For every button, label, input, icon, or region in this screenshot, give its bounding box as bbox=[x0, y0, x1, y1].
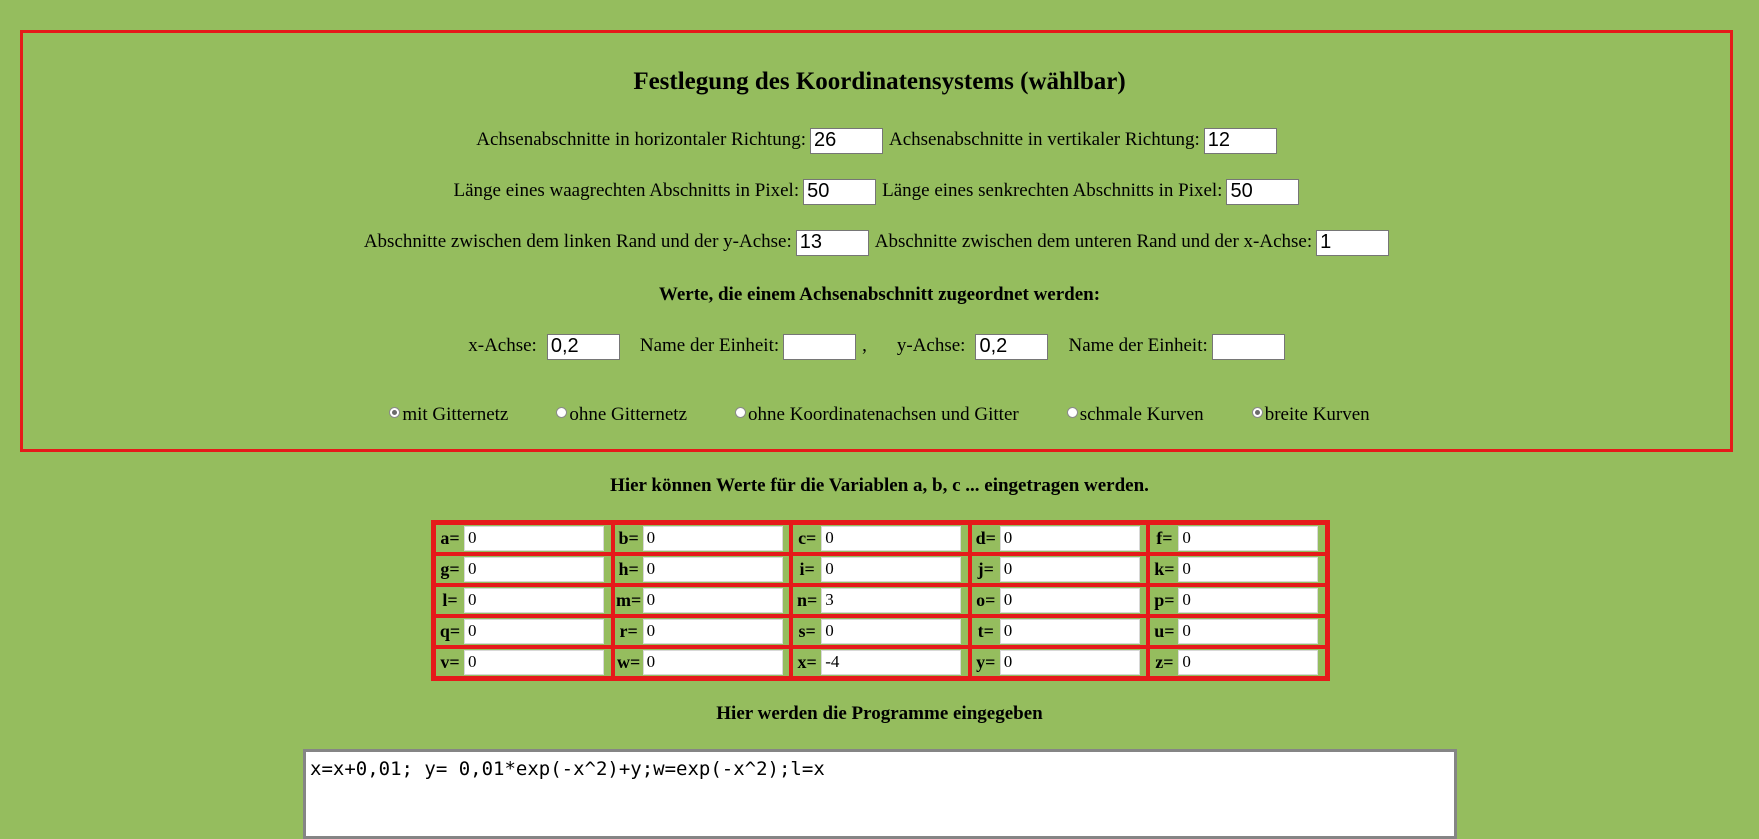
program-textarea[interactable]: x=x+0,01; y= 0,01*exp(-x^2)+y;w=exp(-x^2);l=x bbox=[303, 749, 1457, 839]
y-axis-label: y-Achse: bbox=[896, 335, 966, 356]
option-narrow-curves[interactable] bbox=[1067, 404, 1204, 426]
axis-sections-row bbox=[0, 126, 1759, 154]
variable-label: c= bbox=[798, 528, 817, 548]
variable-cell bbox=[1148, 523, 1327, 554]
variable-cell bbox=[970, 616, 1149, 647]
variable-input[interactable]: 0 bbox=[464, 557, 604, 582]
radio-wide-curves[interactable] bbox=[1252, 407, 1263, 418]
variable-label: z= bbox=[1155, 652, 1174, 672]
horizontal-sections-input[interactable] bbox=[810, 128, 883, 154]
option-narrow-curves-label: schmale Kurven bbox=[1079, 404, 1204, 425]
variable-input[interactable]: 0 bbox=[1178, 588, 1318, 613]
x-unit-input[interactable] bbox=[783, 334, 856, 360]
variable-cell bbox=[791, 647, 970, 678]
option-with-grid-label: mit Gitternetz bbox=[402, 404, 509, 425]
option-wide-curves[interactable] bbox=[1252, 404, 1370, 426]
variable-label: u= bbox=[1154, 621, 1175, 641]
variables-heading: Hier können Werte für die Variablen a, b, c ... eingetragen werden. bbox=[610, 475, 1149, 496]
variable-cell bbox=[970, 554, 1149, 585]
variable-input[interactable]: 0 bbox=[1000, 650, 1140, 675]
variable-cell bbox=[791, 616, 970, 647]
vertical-sections-input[interactable] bbox=[1204, 128, 1277, 154]
variable-input[interactable]: 0 bbox=[821, 526, 961, 551]
variable-label: o= bbox=[976, 590, 996, 610]
variables-row bbox=[434, 554, 1327, 585]
variable-label: i= bbox=[799, 559, 815, 579]
variable-input[interactable]: 0 bbox=[1178, 526, 1318, 551]
vertical-length-input[interactable] bbox=[1226, 179, 1299, 205]
variable-label: f= bbox=[1156, 528, 1173, 548]
variable-label: k= bbox=[1154, 559, 1175, 579]
variable-label: w= bbox=[616, 652, 641, 672]
variable-input[interactable]: 0 bbox=[464, 650, 604, 675]
variable-cell bbox=[970, 647, 1149, 678]
variable-input[interactable]: 0 bbox=[464, 526, 604, 551]
vertical-sections-label: Achsenabschnitte in vertikaler Richtung: bbox=[889, 129, 1200, 150]
coordinate-settings-title: Festlegung des Koordinatensystems (wählbar) bbox=[633, 68, 1126, 95]
variable-cell bbox=[434, 616, 613, 647]
variable-label: q= bbox=[439, 621, 461, 641]
variable-cell bbox=[970, 523, 1149, 554]
variable-input[interactable]: 0 bbox=[464, 619, 604, 644]
section-length-row bbox=[0, 177, 1759, 205]
variable-input[interactable]: 0 bbox=[464, 588, 604, 613]
variable-input[interactable]: 0 bbox=[1178, 650, 1318, 675]
radio-narrow-curves[interactable] bbox=[1067, 407, 1078, 418]
variable-label: b= bbox=[618, 528, 639, 548]
variable-label: m= bbox=[615, 590, 642, 610]
variable-label: r= bbox=[619, 621, 638, 641]
option-without-grid-label: ohne Gitternetz bbox=[569, 404, 688, 425]
radio-without-grid[interactable] bbox=[556, 407, 567, 418]
variable-cell bbox=[1148, 647, 1327, 678]
variable-label: g= bbox=[440, 559, 460, 579]
horizontal-length-label: Länge eines waagrechten Abschnitts in Pixel: bbox=[453, 180, 800, 201]
y-axis-value-input[interactable] bbox=[975, 334, 1048, 360]
variable-cell bbox=[791, 585, 970, 616]
y-unit-input[interactable] bbox=[1212, 334, 1285, 360]
radio-with-grid[interactable] bbox=[389, 407, 400, 418]
variables-table bbox=[431, 520, 1330, 681]
left-offset-input[interactable] bbox=[796, 230, 869, 256]
variable-label: n= bbox=[797, 590, 818, 610]
x-axis-label: x-Achse: bbox=[468, 335, 537, 356]
axis-values-row bbox=[0, 332, 1759, 360]
variables-row bbox=[434, 616, 1327, 647]
variable-input[interactable]: 0 bbox=[1000, 619, 1140, 644]
variable-cell bbox=[613, 647, 792, 678]
variable-input[interactable]: 0 bbox=[643, 619, 783, 644]
unit-separator: , bbox=[862, 335, 867, 356]
variable-input[interactable]: 0 bbox=[1178, 557, 1318, 582]
variable-cell bbox=[791, 554, 970, 585]
variable-cell bbox=[434, 554, 613, 585]
option-without-grid[interactable] bbox=[556, 404, 687, 426]
variable-label: t= bbox=[977, 621, 994, 641]
variable-cell bbox=[1148, 585, 1327, 616]
option-without-axes[interactable] bbox=[735, 404, 1019, 426]
display-options-row bbox=[0, 404, 1759, 426]
program-heading: Hier werden die Programme eingegeben bbox=[716, 703, 1043, 724]
variable-label: y= bbox=[976, 652, 996, 672]
variable-label: l= bbox=[442, 590, 458, 610]
variable-input[interactable]: 0 bbox=[643, 650, 783, 675]
option-with-grid[interactable] bbox=[389, 404, 508, 426]
variable-input[interactable]: 0 bbox=[643, 588, 783, 613]
variable-input[interactable]: 0 bbox=[643, 557, 783, 582]
variable-cell bbox=[434, 523, 613, 554]
variable-label: x= bbox=[797, 652, 817, 672]
variable-label: a= bbox=[440, 528, 460, 548]
x-unit-label: Name der Einheit: bbox=[639, 335, 780, 356]
variable-cell bbox=[613, 554, 792, 585]
x-axis-value-input[interactable] bbox=[547, 334, 620, 360]
variables-row bbox=[434, 647, 1327, 678]
variable-input[interactable]: 0 bbox=[1000, 557, 1140, 582]
variable-cell bbox=[434, 647, 613, 678]
variable-input[interactable]: -4 bbox=[821, 650, 961, 675]
axis-offset-row bbox=[0, 228, 1759, 256]
variable-input[interactable]: 0 bbox=[1178, 619, 1318, 644]
variable-cell bbox=[613, 616, 792, 647]
variable-input[interactable]: 3 bbox=[821, 588, 961, 613]
left-offset-label: Abschnitte zwischen dem linken Rand und der y-Achse: bbox=[363, 231, 792, 252]
variable-cell bbox=[434, 585, 613, 616]
variable-cell bbox=[1148, 616, 1327, 647]
variable-cell bbox=[791, 523, 970, 554]
variables-row bbox=[434, 523, 1327, 554]
variable-label: v= bbox=[440, 652, 460, 672]
variable-label: j= bbox=[977, 559, 994, 579]
variable-label: s= bbox=[798, 621, 816, 641]
radio-without-axes[interactable] bbox=[735, 407, 746, 418]
variable-cell bbox=[613, 585, 792, 616]
values-heading: Werte, die einem Achsenabschnitt zugeordnet werden: bbox=[658, 284, 1101, 305]
option-without-axes-label: ohne Koordinatenachsen und Gitter bbox=[748, 404, 1019, 425]
variable-label: h= bbox=[618, 559, 639, 579]
variable-cell bbox=[613, 523, 792, 554]
variable-cell bbox=[1148, 554, 1327, 585]
vertical-length-label: Länge eines senkrechten Abschnitts in Pixel: bbox=[882, 180, 1223, 201]
bottom-offset-label: Abschnitte zwischen dem unteren Rand und der x-Achse: bbox=[874, 231, 1313, 252]
variable-label: d= bbox=[975, 528, 996, 548]
variable-label: p= bbox=[1154, 590, 1175, 610]
variable-input[interactable]: 0 bbox=[1000, 526, 1140, 551]
option-wide-curves-label: breite Kurven bbox=[1264, 404, 1370, 425]
variable-input[interactable]: 0 bbox=[821, 557, 961, 582]
variable-input[interactable]: 0 bbox=[643, 526, 783, 551]
variable-cell bbox=[970, 585, 1149, 616]
horizontal-length-input[interactable] bbox=[803, 179, 876, 205]
horizontal-sections-label: Achsenabschnitte in horizontaler Richtung: bbox=[476, 129, 806, 150]
variable-input[interactable]: 0 bbox=[821, 619, 961, 644]
bottom-offset-input[interactable] bbox=[1316, 230, 1389, 256]
y-unit-label: Name der Einheit: bbox=[1068, 335, 1208, 356]
variable-input[interactable]: 0 bbox=[1000, 588, 1140, 613]
variables-row bbox=[434, 585, 1327, 616]
